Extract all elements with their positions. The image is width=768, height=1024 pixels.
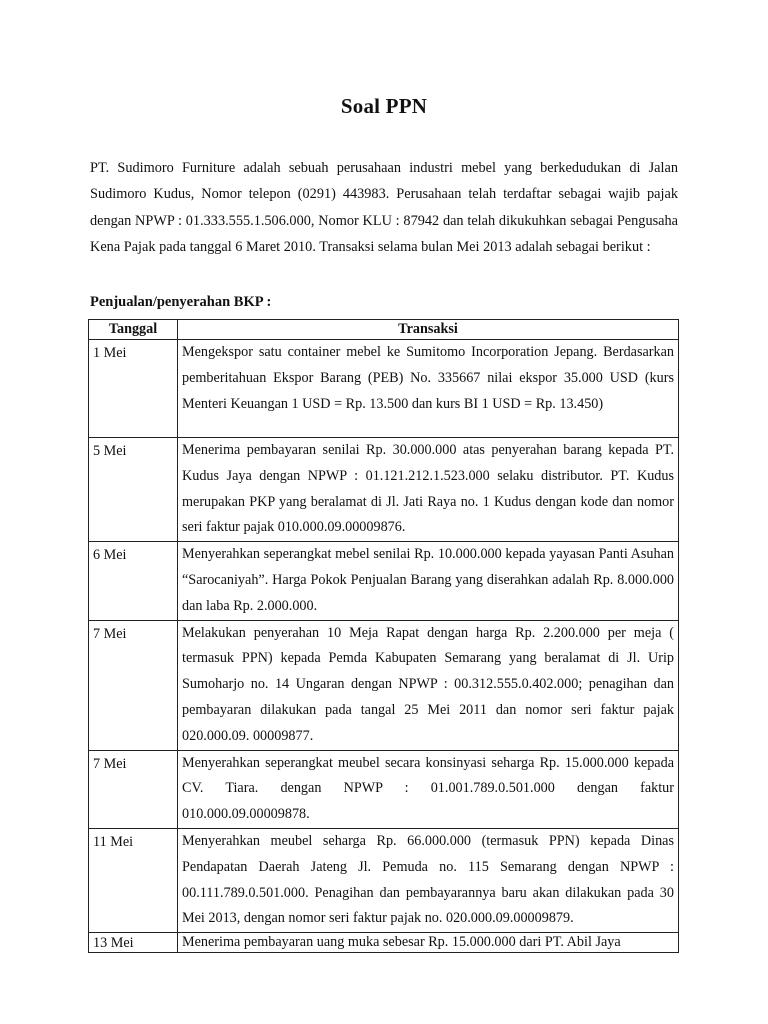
row-date: 11 Mei <box>89 828 178 932</box>
row-transaction: Menerima pembayaran senilai Rp. 30.000.000 atas penyerahan barang kepada PT. Kudus Jaya dengan NPWP : 01.121.212.1.523.000 selaku distributor. PT. Kudus merupakan PKP yang beralamat di Jl. Jati Raya no. 1 Kudus dengan kode dan nomor seri faktur pajak 010.000.09.00009876. <box>178 438 679 542</box>
row-date: 7 Mei <box>89 750 178 828</box>
table-row <box>89 438 679 542</box>
row-date: 13 Mei <box>89 933 178 953</box>
table-row <box>89 933 679 953</box>
table-header-row <box>89 320 679 340</box>
table-row <box>89 750 679 828</box>
header-transaksi: Transaksi <box>178 320 679 340</box>
table-row <box>89 620 679 750</box>
section-heading: Penjualan/penyerahan BKP : <box>90 294 272 310</box>
row-transaction: Menyerahkan seperangkat meubel secara konsinyasi seharga Rp. 15.000.000 kepada CV. Tiara. dengan NPWP : 01.001.789.0.501.000 dengan faktur 010.000.09.00009878. <box>178 750 679 828</box>
header-tanggal: Tanggal <box>89 320 178 340</box>
table-row <box>89 340 679 438</box>
transactions-table <box>88 319 679 953</box>
row-date: 7 Mei <box>89 620 178 750</box>
row-transaction: Menerima pembayaran uang muka sebesar Rp. 15.000.000 dari PT. Abil Jaya <box>178 933 679 953</box>
row-transaction: Melakukan penyerahan 10 Meja Rapat dengan harga Rp. 2.200.000 per meja ( termasuk PPN) kepada Pemda Kabupaten Semarang yang beralamat di Jl. Urip Sumoharjo no. 14 Ungaran dengan NPWP : 00.312.555.0.402.000; penagihan dan pembayaran dilakukan pada tangal 25 Mei 2011 dan nomor seri faktur pajak 020.000.09. 00009877. <box>178 620 679 750</box>
table-row <box>89 542 679 620</box>
row-date: 1 Mei <box>89 340 178 438</box>
row-transaction: Mengekspor satu container mebel ke Sumitomo Incorporation Jepang. Berdasarkan pemberitahuan Ekspor Barang (PEB) No. 335667 nilai ekspor 35.000 USD (kurs Menteri Keuangan 1 USD = Rp. 13.500 dan kurs BI 1 USD = Rp. 13.450) <box>178 340 679 438</box>
row-transaction: Menyerahkan seperangkat mebel senilai Rp. 10.000.000 kepada yayasan Panti Asuhan “Sarocaniyah”. Harga Pokok Penjualan Barang yang diserahkan adalah Rp. 8.000.000 dan laba Rp. 2.000.000. <box>178 542 679 620</box>
row-date: 5 Mei <box>89 438 178 542</box>
intro-paragraph: PT. Sudimoro Furniture adalah sebuah perusahaan industri mebel yang berkedudukan di Jalan Sudimoro Kudus, Nomor telepon (0291) 443983. Perusahaan telah terdaftar sebagai wajib pajak dengan NPWP : 01.333.555.1.506.000, Nomor KLU : 87942 dan telah dikukuhkan sebagai Pengusaha Kena Pajak pada tanggal 6 Maret 2010. Transaksi selama bulan Mei 2013 adalah sebagai berikut : <box>90 160 678 255</box>
row-transaction: Menyerahkan meubel seharga Rp. 66.000.000 (termasuk PPN) kepada Dinas Pendapatan Daerah Jateng Jl. Pemuda no. 115 Semarang dengan NPWP : 00.111.789.0.501.000. Penagihan dan pembayarannya baru akan dilakukan pada 30 Mei 2013, dengan nomor seri faktur pajak no. 020.000.09.00009879. <box>178 828 679 932</box>
document-title: Soal PPN <box>340 94 428 118</box>
row-date: 6 Mei <box>89 542 178 620</box>
table-row <box>89 828 679 932</box>
